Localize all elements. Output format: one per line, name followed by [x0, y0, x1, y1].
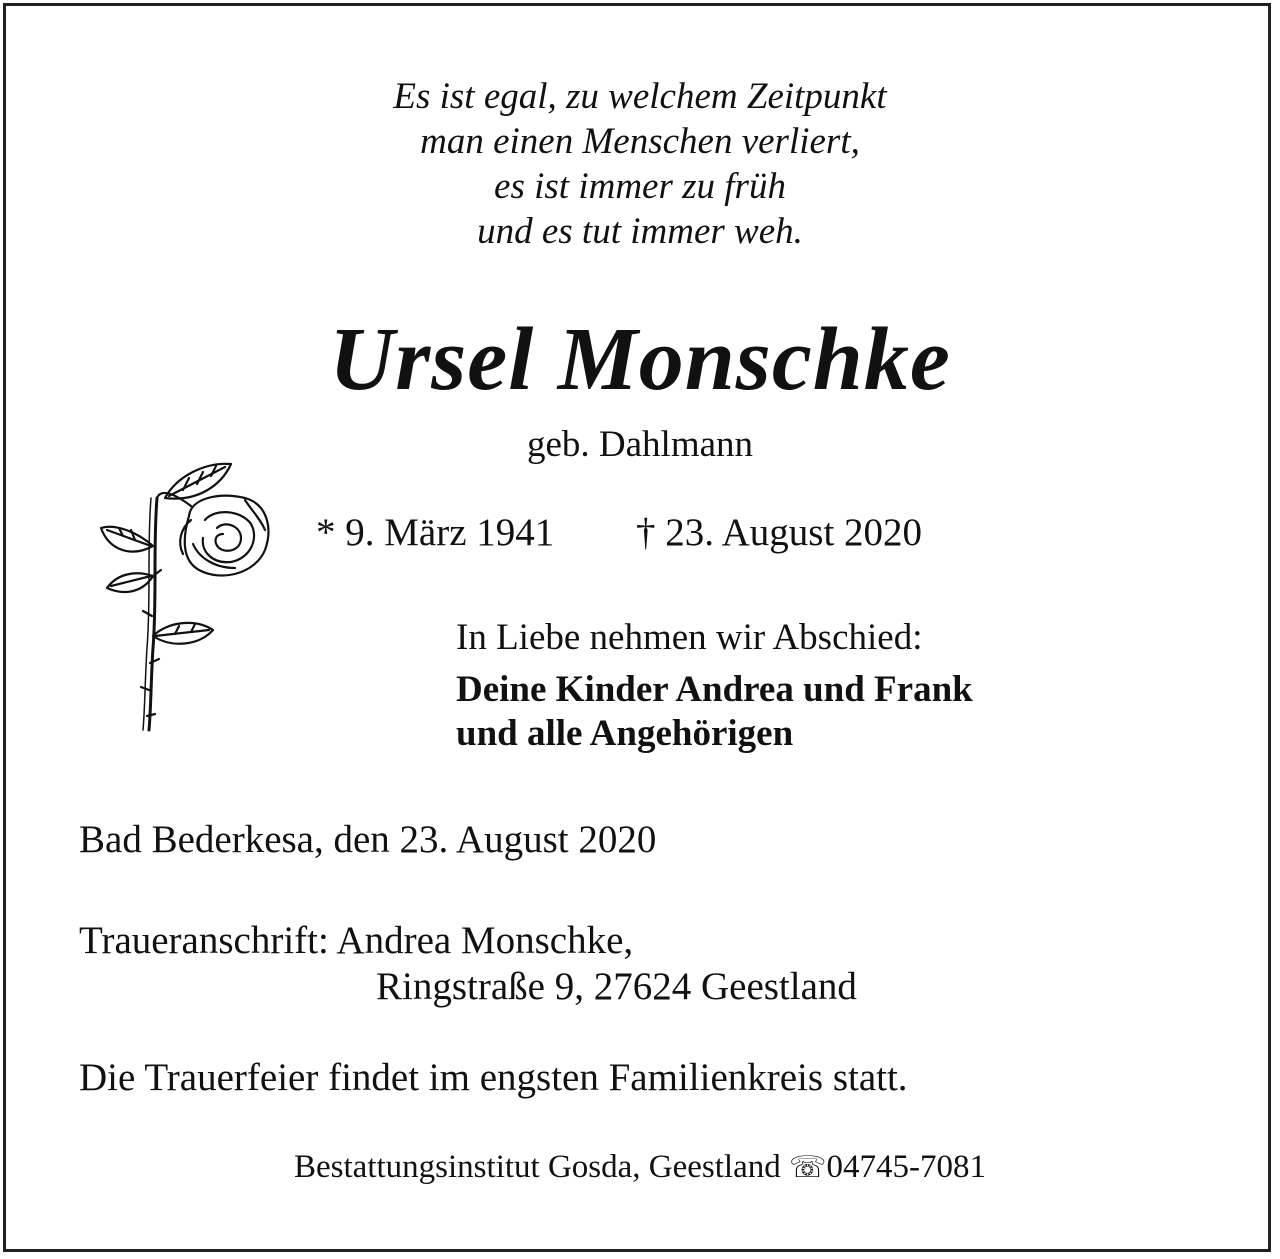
- family-line: Deine Kinder Andrea und Frank: [456, 669, 973, 710]
- deceased-name: Ursel Monschke: [329, 310, 951, 409]
- poem-line: Es ist egal, zu welchem Zeitpunkt: [393, 76, 887, 117]
- undertaker-name: Bestattungsinstitut Gosda, Geestland: [294, 1149, 781, 1185]
- rose-icon: [95, 458, 275, 738]
- address-line: Traueranschrift: Andrea Monschke,: [79, 919, 634, 962]
- poem-line: man einen Menschen verliert,: [420, 121, 860, 162]
- poem: [0, 74, 1280, 254]
- undertaker-phone: 04745-7081: [826, 1149, 986, 1185]
- family-signature: [456, 668, 973, 756]
- phone-icon: ☏: [788, 1150, 827, 1185]
- address-line: Ringstraße 9, 27624 Geestland: [376, 965, 857, 1008]
- ceremony-note: Die Trauerfeier findet im engsten Familienkreis statt.: [79, 1056, 908, 1099]
- place-date: Bad Bederkesa, den 23. August 2020: [79, 818, 657, 861]
- undertaker-footer: [0, 1142, 1280, 1193]
- family-line: und alle Angehörigen: [456, 713, 794, 754]
- maiden-name: geb. Dahlmann: [526, 424, 754, 465]
- death-date: † 23. August 2020: [636, 511, 923, 554]
- birth-date: * 9. März 1941: [316, 511, 555, 554]
- poem-line: es ist immer zu früh: [494, 166, 786, 207]
- farewell-intro: In Liebe nehmen wir Abschied:: [456, 617, 923, 658]
- mourning-address: [79, 918, 857, 1010]
- poem-line: und es tut immer weh.: [477, 211, 803, 252]
